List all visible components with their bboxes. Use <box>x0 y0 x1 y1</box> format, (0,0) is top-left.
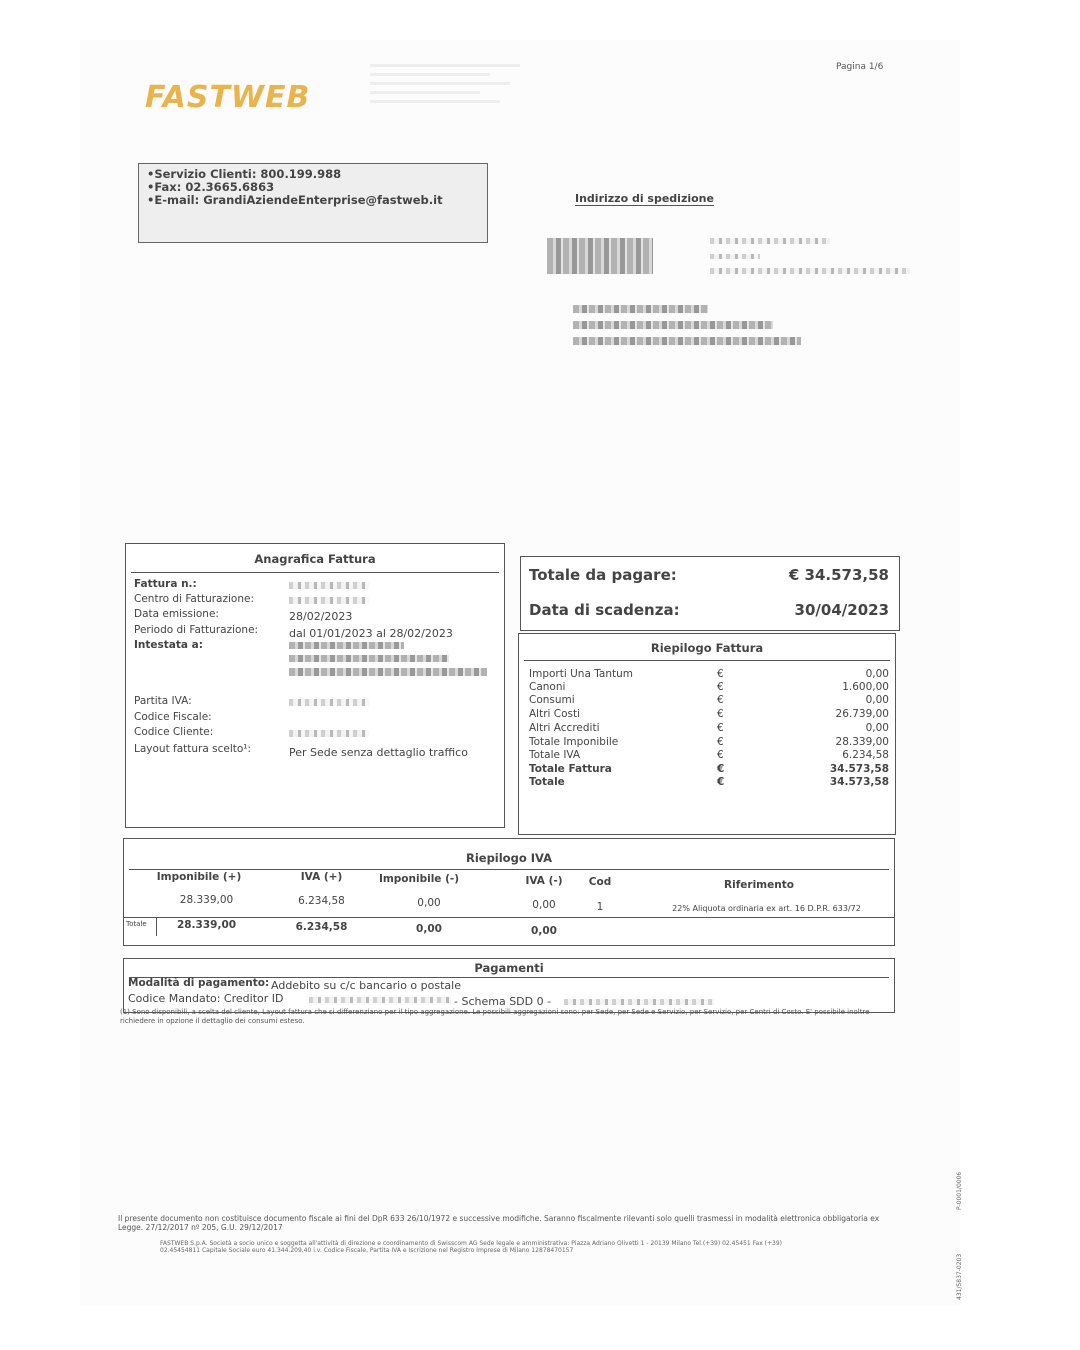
invoice-summary-box <box>518 633 896 835</box>
summary-row: Totale Imponibile € 28.339,00 <box>529 736 889 748</box>
payment-method-label: Modalità di pagamento: <box>128 977 270 989</box>
redacted-billed-to <box>289 668 487 676</box>
vat-header-cell: Imponibile (+) <box>156 871 242 883</box>
mandate-code-label: Codice Mandato: Creditor ID <box>128 992 284 1005</box>
vat-summary-title: Riepilogo IVA <box>465 851 553 865</box>
billing-period-label: Periodo di Fatturazione: <box>134 624 259 636</box>
contact-fax: •Fax: 02.3665.6863 <box>147 180 275 194</box>
vat-row-cell: 6.234,58 <box>298 895 345 907</box>
invoice-details-title: Anagrafica Fattura <box>254 552 376 566</box>
vat-total-cell: 0,00 <box>416 923 442 935</box>
contact-email: •E-mail: GrandiAziendeEnterprise@fastweb.it <box>147 193 443 207</box>
payments-title: Pagamenti <box>474 961 544 975</box>
billing-center-label: Centro di Fatturazione: <box>134 593 254 605</box>
side-document-code: 431/5837-0203 <box>956 1253 963 1300</box>
legal-notice: Il presente documento non costituisce documento fiscale ai fini del DpR 633 26/10/1972 e successive modifiche. Saranno fiscalmente rilevanti solo quelli trasmessi in modalità elettronica obbligatoria ex Legge. 27/12/2017 nº 205, G.U. 29/12/2017 <box>118 1214 880 1232</box>
summary-row: Altri Accrediti € 0,00 <box>529 722 889 734</box>
tax-code-label: Codice Fiscale: <box>134 711 212 723</box>
vat-row-cell: 1 <box>596 901 604 913</box>
layout-footnote: (1) Sono disponibili, a scelta del cliente, Layout fattura che si differenziano per il tipo aggregazione. Le possibili aggregazioni sono: per Sede, per Sede e Servizio, per Servizio, per Centri di Costo. E' possibile inoltre richiedere in opzione il dettaglio dei consumi esteso. <box>120 1008 870 1025</box>
vat-row-cell: 0,00 <box>417 897 441 909</box>
vat-header-cell: Cod <box>588 876 612 888</box>
redacted-address-line <box>710 268 910 274</box>
vat-row-cell: 0,00 <box>532 899 556 911</box>
side-page-code: P-0001/0006 <box>956 1171 963 1210</box>
redacted-vat-number <box>289 699 369 706</box>
total-due-box <box>520 556 900 631</box>
invoice-number-label: Fattura n.: <box>134 578 197 590</box>
contact-box <box>138 163 488 243</box>
vat-total-cell: 6.234,58 <box>295 921 348 933</box>
vat-header-cell: IVA (+) <box>300 871 343 883</box>
summary-row: Canoni € 1.600,00 <box>529 681 889 693</box>
vat-summary-box <box>123 838 895 946</box>
billed-to-label: Intestata a: <box>134 639 203 651</box>
redacted-mandate-code <box>564 999 714 1005</box>
faint-header-text <box>370 58 530 109</box>
redacted-address-line <box>710 238 830 244</box>
payments-box <box>123 958 895 1013</box>
billing-period-value: dal 01/01/2023 al 28/02/2023 <box>289 627 453 640</box>
redacted-billed-to <box>289 655 449 662</box>
shipping-address-label: Indirizzo di spedizione <box>575 192 714 205</box>
redacted-address-line <box>710 254 760 259</box>
fastweb-logo: FASTWEB <box>145 80 311 115</box>
layout-value: Per Sede senza dettaglio traffico <box>289 746 468 759</box>
vat-header-cell: IVA (-) <box>525 875 563 887</box>
page-number: Pagina 1/6 <box>836 62 884 72</box>
contact-phone: •Servizio Clienti: 800.199.988 <box>147 167 342 181</box>
vat-total-cell: 0,00 <box>531 925 557 937</box>
payment-method-value: Addebito su c/c bancario o postale <box>271 979 461 992</box>
vat-header-cell: Riferimento <box>724 879 794 891</box>
layout-label: Layout fattura scelto¹: <box>134 743 252 755</box>
summary-row-total-invoice: Totale Fattura € 34.573,58 <box>529 763 889 775</box>
summary-row-total: Totale € 34.573,58 <box>529 776 889 788</box>
redacted-creditor-id <box>309 997 451 1003</box>
issue-date-label: Data emissione: <box>134 608 219 620</box>
vat-total-cell: 28.339,00 <box>176 919 237 931</box>
vat-header-cell: Imponibile (-) <box>378 873 460 885</box>
invoice-details-box <box>125 543 505 828</box>
invoice-summary-title: Riepilogo Fattura <box>650 641 764 655</box>
summary-row: Totale IVA € 6.234,58 <box>529 749 889 761</box>
total-due-label: Totale da pagare: <box>529 566 677 584</box>
total-due-amount: € 34.573,58 <box>788 566 889 584</box>
redacted-customer-code <box>289 730 369 737</box>
due-date-label: Data di scadenza: <box>529 601 680 619</box>
vat-number-label: Partita IVA: <box>134 695 192 707</box>
redacted-recipient-line <box>573 321 773 329</box>
issue-date-value: 28/02/2023 <box>289 610 353 623</box>
sdd-scheme: - Schema SDD 0 - <box>454 995 552 1008</box>
redacted-billed-to <box>289 642 404 649</box>
summary-row: Consumi € 0,00 <box>529 694 889 706</box>
redacted-billing-center <box>289 597 369 604</box>
redacted-qr <box>547 238 653 274</box>
vat-row-reference: 22% Aliquota ordinaria ex art. 16 D.P.R. 633/72 <box>672 904 861 913</box>
summary-row: Altri Costi € 26.739,00 <box>529 708 889 720</box>
summary-row: Importi Una Tantum € 0,00 <box>529 668 889 680</box>
vat-row-cell: 28.339,00 <box>179 894 234 906</box>
redacted-recipient-line <box>573 337 801 345</box>
due-date-value: 30/04/2023 <box>794 601 889 619</box>
redacted-invoice-number <box>289 582 369 589</box>
redacted-recipient-line <box>573 305 708 313</box>
company-info: FASTWEB S.p.A. Società a socio unico e soggetta all'attività di direzione e coordinamento di Swisscom AG Sede legale e amministrativa: Piazza Adriano Olivetti 1 - 20139 Milano Tel.(+39) 02.45451 Fax (+39) 02.45454811 Capitale Sociale euro 41.344.209,40 i.v. Codice Fiscale, Partita IVA e Iscrizione nel Registro Imprese di Milano 12878470157 <box>160 1240 783 1254</box>
customer-code-label: Codice Cliente: <box>134 726 214 738</box>
vat-total-label: Totale <box>126 920 147 928</box>
